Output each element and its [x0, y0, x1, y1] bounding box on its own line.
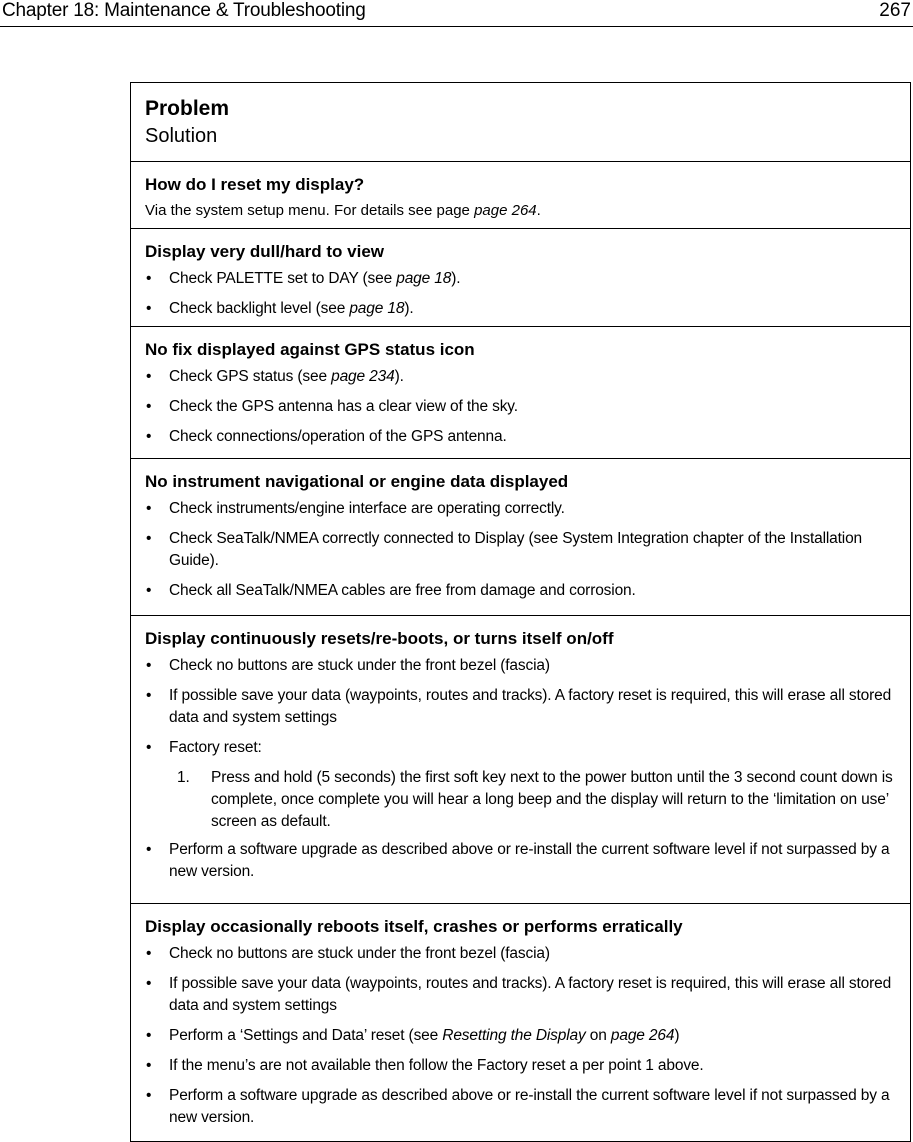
column-header-problem: Problem — [145, 97, 230, 120]
list-item: • Factory reset: — [145, 737, 898, 759]
table-row-no-instrument-data — [131, 459, 910, 616]
list-item: • Perform a software upgrade as described above or re-install the current software level if not surpassed by a new version. — [145, 1085, 898, 1129]
problem-title: Display very dull/hard to view — [145, 242, 385, 261]
list-item: • Check SeaTalk/NMEA correctly connected to Display (see System Integration chapter of the Installation Guide). — [145, 528, 898, 572]
solution-list-continued — [145, 839, 898, 883]
table-row-no-gps-fix — [131, 327, 910, 459]
numbered-list — [145, 767, 898, 833]
list-item: • Check connections/operation of the GPS antenna. — [145, 426, 898, 448]
page-link[interactable]: page 264 — [474, 202, 537, 219]
solution-list — [145, 268, 898, 320]
chapter-title: Chapter 18: Maintenance & Troubleshooting — [2, 0, 366, 21]
list-item: • Check no buttons are stuck under the front bezel (fascia) — [145, 655, 898, 677]
problem-title: Display occasionally reboots itself, crashes or performs erratically — [145, 917, 683, 936]
table-row-continuous-resets — [131, 616, 910, 904]
page-header — [0, 0, 913, 27]
page-link[interactable]: page 264 — [610, 1027, 675, 1044]
list-item: • If possible save your data (waypoints, routes and tracks). A factory reset is required, this will erase all stored data and system settings — [145, 685, 898, 729]
numbered-item: 1. Press and hold (5 seconds) the first soft key next to the power button until the 3 second count down is complete, once complete you will hear a long beep and the display will return to the ‘limitation on use’ screen as default. — [177, 769, 893, 830]
page-number: 267 — [879, 0, 911, 21]
list-item: • Check no buttons are stuck under the front bezel (fascia) — [145, 943, 898, 965]
solution-list — [145, 943, 898, 1129]
list-item: • Perform a software upgrade as described above or re-install the current software level if not surpassed by a new version. — [145, 839, 898, 883]
solution-list — [145, 655, 898, 759]
list-item: • If the menu’s are not available then follow the Factory reset a per point 1 above. — [145, 1055, 898, 1077]
list-item: • Check all SeaTalk/NMEA cables are free from damage and corrosion. — [145, 580, 898, 602]
problem-title: No fix displayed against GPS status icon — [145, 340, 475, 359]
list-item: • If possible save your data (waypoints, routes and tracks). A factory reset is required, this will erase all stored data and system settings — [145, 973, 898, 1017]
troubleshooting-table — [130, 82, 911, 1142]
section-link[interactable]: Resetting the Display — [442, 1027, 586, 1044]
list-item: • Check instruments/engine interface are operating correctly. — [145, 498, 898, 520]
problem-title: No instrument navigational or engine data displayed — [145, 472, 569, 491]
solution-list — [145, 366, 898, 448]
solution-text: Via the system setup menu. For details see page page 264. — [145, 202, 541, 219]
solution-list — [145, 498, 898, 602]
list-item: • Check GPS status (see page 234). — [145, 366, 898, 388]
page-link[interactable]: page 18 — [349, 300, 405, 317]
list-item: • Perform a ‘Settings and Data’ reset (see Resetting the Display on page 264) — [145, 1025, 898, 1047]
table-row-reset-display — [131, 162, 910, 229]
list-item: • Check backlight level (see page 18). — [145, 298, 898, 320]
page-link[interactable]: page 18 — [396, 270, 452, 287]
column-header-solution: Solution — [145, 125, 218, 147]
problem-title: How do I reset my display? — [145, 175, 365, 194]
table-header-row — [131, 83, 910, 162]
list-item: • Check the GPS antenna has a clear view of the sky. — [145, 396, 898, 418]
table-row-occasional-reboots — [131, 904, 910, 1141]
table-row-display-dull — [131, 229, 910, 327]
page-link[interactable]: page 234 — [331, 368, 395, 385]
list-item: • Check PALETTE set to DAY (see page 18). — [145, 268, 898, 290]
problem-title: Display continuously resets/re-boots, or turns itself on/off — [145, 629, 614, 648]
